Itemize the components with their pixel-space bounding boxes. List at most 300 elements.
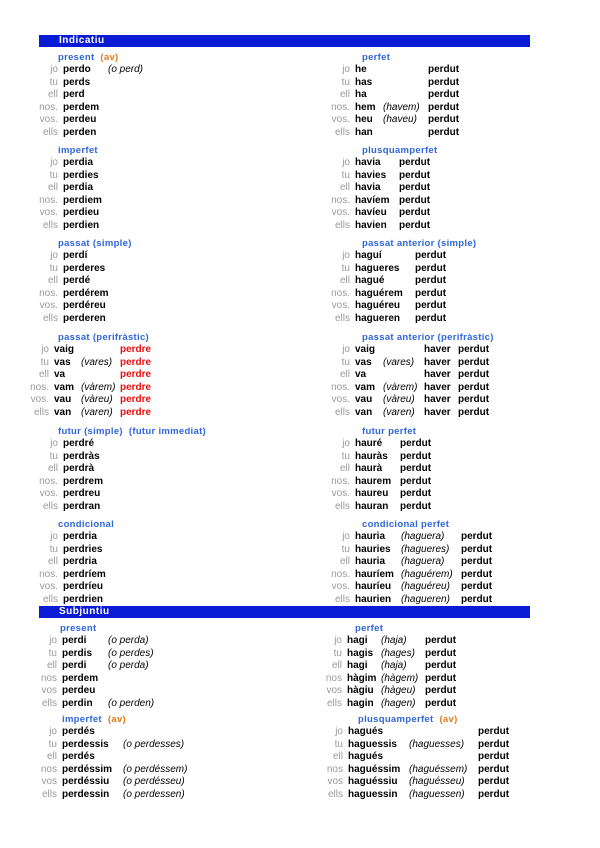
tense-title: perfet [355,623,384,634]
conjugation-row [300,382,600,395]
pronoun: ell [339,182,350,194]
conjugation-row [0,776,300,789]
pronoun: jo [50,438,58,449]
pronoun: nos. [30,381,49,393]
pronoun: nos [326,763,343,775]
conjugation-row [300,220,600,233]
verb-form: perdien [63,219,100,231]
pronoun: nos. [39,287,58,299]
conjugation-row [300,476,600,489]
participle: haver [424,356,451,368]
conjugation-row [0,275,300,288]
conjugation-row [0,407,300,420]
participle: perdut [458,406,490,418]
tense-block-ind-present [0,52,300,140]
section-title: Indicatiu [59,35,105,46]
conjugation-row [300,275,600,288]
participle: perdut [458,369,490,381]
pronoun: jo [49,726,57,737]
conjugation-row [0,451,300,464]
participle: perdut [425,697,457,709]
conjugation-row [0,102,300,115]
pronoun: jo [342,250,350,261]
variant-form: (o perda) [108,660,149,672]
tense-heading [268,714,568,726]
conjugation-row [300,344,600,357]
participle: perdut [425,672,457,684]
tense-heading [300,426,600,438]
conjugation-row [300,182,600,195]
participle: perdut [400,463,432,475]
conjugation-row [300,250,600,263]
pronoun: nos. [331,194,350,206]
conjugation-row [280,660,580,673]
conjugation-row [0,382,300,395]
participle: perdut [461,581,493,593]
pronoun: tu [341,450,350,462]
verb-form: vam [355,381,376,393]
conjugation-row [0,751,300,764]
conjugation-row [0,127,300,140]
pronoun: ell [332,751,343,763]
variant-form: (haguera) [401,531,445,542]
pronoun: ells [334,593,350,605]
verb-form: hauríem [355,568,394,580]
tense-block-subj-perfet [280,623,580,711]
tense-title: perfet [362,52,391,63]
conjugation-row [0,569,300,582]
verb-form: hauràs [355,450,388,462]
verb-form: vaig [355,344,376,355]
participle: perdut [428,114,460,126]
verb-form: perdeu [62,685,96,697]
participle: perdut [461,556,493,568]
conjugation-row [0,739,300,752]
variant-form: (varen) [383,406,415,418]
pronoun: ells [42,219,58,231]
verb-form: hauries [355,543,391,555]
pronoun: jo [50,157,58,168]
infinitive: perdre [120,369,152,381]
conjugation-row [300,556,600,569]
conjugation-row [300,581,600,594]
tense-block-ind-perfet [300,52,600,140]
tense-heading [0,238,300,250]
variant-form: (hagueren) [401,593,450,605]
verb-form: hagué [355,275,385,287]
conjugation-row [0,77,300,90]
variant-form: (haguessen) [409,788,465,800]
tense-heading [0,145,300,157]
pronoun: tu [334,738,343,750]
verb-form: perdia [63,157,94,168]
participle: perdut [425,660,457,672]
participle: perdut [478,776,510,788]
pronoun: jo [342,64,350,75]
variant-form: (haja) [381,660,407,672]
pronoun: vos. [30,394,49,406]
conjugation-row [0,207,300,220]
conjugation-row [0,476,300,489]
participle: perdut [399,207,431,219]
pronoun: jo [50,250,58,261]
verb-form: hàgiu [347,685,374,697]
pronoun: vos. [39,300,58,312]
pronoun: tu [341,262,350,274]
verb-form: vas [54,356,71,368]
participle: perdut [400,488,432,500]
conjugation-row [280,698,580,711]
pronoun: ells [42,126,58,138]
pronoun: ell [331,660,342,672]
pronoun: ells [41,697,57,709]
pronoun: ells [334,312,350,324]
pronoun: ell [339,369,350,381]
tense-heading [0,52,300,64]
participle: perdut [478,763,510,775]
participle: perdut [478,751,510,763]
verb-form: haguessin [348,788,398,800]
conjugation-row [300,300,600,313]
verb-form: perden [63,126,97,138]
conjugation-row [300,488,600,501]
verb-form: perdés [62,751,95,763]
conjugation-row [0,501,300,514]
participle: perdut [458,381,490,393]
verb-form: haurien [355,593,392,605]
pronoun: nos. [331,475,350,487]
verb-form: vaig [54,344,75,355]
conjugation-row [268,739,568,752]
conjugation-row [0,764,300,777]
tense-title: present [60,623,97,634]
conjugation-row [300,438,600,451]
verb-form: han [355,126,373,138]
verb-form: perdiem [63,194,102,206]
verb-form: heu [355,114,373,126]
tense-heading [0,714,300,726]
participle: perdut [428,126,460,138]
pronoun: ell [46,660,57,672]
pronoun: nos. [331,101,350,113]
participle: perdut [415,312,447,324]
verb-form: vau [355,394,373,406]
pronoun: jo [50,531,58,542]
conjugation-row [0,635,300,648]
pronoun: tu [333,647,342,659]
participle: perdut [425,635,457,646]
variant-form: (vàreu) [81,394,113,406]
tense-block-subj-plusquamperfet [268,714,568,802]
variant-form: (o perd) [108,64,144,75]
pronoun: ell [46,751,57,763]
verb-form: haguéssim [348,763,401,775]
participle: haver [424,381,451,393]
conjugation-row [0,263,300,276]
pronoun: tu [341,543,350,555]
participle: perdut [399,157,431,168]
verb-form: hagués [348,751,384,763]
verb-form: he [355,64,367,75]
participle: perdut [425,685,457,697]
variant-form: (haguéssem) [409,763,468,775]
pronoun: nos. [331,287,350,299]
tense-block-ind-passat-anterior-perif [300,332,600,420]
verb-form: perderen [63,312,106,324]
participle: perdut [428,64,460,75]
participle: perdut [461,531,493,542]
tense-heading [0,332,300,344]
conjugation-row [300,501,600,514]
verb-form: perdem [62,672,99,684]
conjugation-row [0,369,300,382]
pronoun: nos [40,672,57,684]
verb-form: perdieu [63,207,100,219]
conjugation-row [0,531,300,544]
participle: perdut [399,182,431,194]
variant-form: (o perdéssem) [123,763,188,775]
verb-form: hagi [347,635,368,646]
tense-note: (av) [100,52,119,63]
participle: perdut [458,394,490,406]
pronoun: nos. [39,194,58,206]
pronoun: ell [38,369,49,381]
verb-form: haguí [355,250,382,261]
tense-title: plusquamperfet [358,714,434,725]
variant-form: (o perdesses) [123,738,185,750]
pronoun: tu [48,738,57,750]
verb-form: perdràs [63,450,100,462]
variant-form: (o perden) [108,697,155,709]
pronoun: nos. [39,475,58,487]
verb-form: havies [355,169,387,181]
pronoun: ells [327,788,343,800]
variant-form: (o perdésseu) [123,776,185,788]
tense-title: condicional perfet [362,519,450,530]
conjugation-row [0,220,300,233]
verb-form: perdéreu [63,300,106,312]
variant-form: (hàgeu) [381,685,416,697]
verb-form: perdríeu [63,581,104,593]
variant-form: (hagen) [381,697,416,709]
variant-form: (vàrem) [81,381,116,393]
participle: perdut [415,287,447,299]
conjugation-row [0,698,300,711]
verb-form: perdrà [63,463,95,475]
verb-form: vau [54,394,72,406]
variant-form: (varen) [81,406,113,418]
pronoun: vos. [331,488,350,500]
verb-form: perderes [63,262,106,274]
pronoun: ells [334,219,350,231]
tense-heading [300,52,600,64]
conjugation-row [300,207,600,220]
verb-form: perdem [63,101,100,113]
tense-block-ind-passat-anterior [300,238,600,326]
conjugation-row [0,195,300,208]
verb-form: vas [355,356,372,368]
verb-form: has [355,76,373,88]
participle: perdut [400,438,432,449]
verb-form: va [54,369,66,381]
tense-title: passat anterior (perifràstic) [362,332,494,343]
conjugation-row [0,544,300,557]
verb-form: perdria [63,531,97,542]
conjugation-row [0,313,300,326]
participle: perdut [399,169,431,181]
conjugation-row [268,776,568,789]
pronoun: vos [326,685,342,697]
pronoun: ells [326,697,342,709]
variant-form: (o perdessen) [123,788,185,800]
verb-form: van [54,406,72,418]
conjugation-row [280,685,580,698]
conjugation-row [268,726,568,739]
verb-form: van [355,406,373,418]
conjugation-row [300,102,600,115]
verb-form: perdi [62,660,87,672]
infinitive: perdre [120,344,152,355]
tense-heading [300,145,600,157]
conjugation-row [300,451,600,464]
pronoun: tu [341,169,350,181]
conjugation-row [0,300,300,313]
tense-heading [300,238,600,250]
participle: haver [424,369,451,381]
pronoun: nos [325,672,342,684]
pronoun: ell [339,275,350,287]
pronoun: ells [334,406,350,418]
conjugation-row [280,648,580,661]
pronoun: vos. [39,488,58,500]
conjugation-row [0,250,300,263]
tense-block-ind-plusquamperfet [300,145,600,233]
pronoun: tu [40,356,49,368]
verb-form: perdi [62,635,87,646]
verb-form: perdia [63,182,94,194]
verb-form: perdries [63,543,103,555]
verb-form: perdessin [62,788,110,800]
participle: perdut [428,89,460,101]
variant-form: (hages) [381,647,415,659]
conjugation-row [300,114,600,127]
verb-form: perds [63,76,91,88]
conjugation-row [300,357,600,370]
pronoun: ell [339,556,350,568]
conjugation-row [280,635,580,648]
tense-title: present [58,52,95,63]
pronoun: jo [342,438,350,449]
conjugation-row [268,751,568,764]
tense-block-ind-condicional [0,519,300,607]
participle: perdut [461,593,493,605]
verb-form: perdérem [63,287,109,299]
conjugation-row [0,660,300,673]
pronoun: vos. [331,581,350,593]
participle: perdut [461,543,493,555]
conjugation-row [0,726,300,739]
pronoun: vos. [331,114,350,126]
verb-form: perdéssiu [62,776,110,788]
participle: haver [424,394,451,406]
pronoun: tu [341,356,350,368]
participle: perdut [458,356,490,368]
pronoun: tu [49,76,58,88]
conjugation-row [268,764,568,777]
verb-form: perdéssim [62,763,113,775]
participle: perdut [425,647,457,659]
tense-title-secondary: (futur immediat) [128,426,207,437]
verb-form: haguérem [355,287,403,299]
tense-block-ind-condicional-perfet [300,519,600,607]
verb-form: havíem [355,194,390,206]
verb-form: perdeu [63,114,97,126]
conjugation-row [280,673,580,686]
pronoun: tu [341,76,350,88]
conjugation-row [0,581,300,594]
conjugation-row [0,648,300,661]
conjugation-row [300,313,600,326]
tense-title: futur perfet [362,426,417,437]
pronoun: vos. [331,300,350,312]
tense-heading [300,332,600,344]
pronoun: tu [49,262,58,274]
pronoun: ell [47,463,58,475]
conjugation-row [300,64,600,77]
participle: perdut [400,450,432,462]
pronoun: ell [47,89,58,101]
pronoun: jo [342,531,350,542]
variant-form: (haguesses) [409,738,465,750]
verb-form: hagin [347,697,374,709]
verb-form: perd [63,89,85,101]
verb-form: perdin [62,697,93,709]
verb-form: perdríem [63,568,106,580]
participle: haver [424,344,451,355]
verb-form: perdés [62,726,95,737]
variant-form: (havem) [383,101,420,113]
pronoun: tu [49,169,58,181]
verb-form: perdies [63,169,99,181]
pronoun: tu [49,543,58,555]
conjugation-row [300,569,600,582]
infinitive: perdre [120,381,152,393]
conjugation-row [300,463,600,476]
conjugation-row [0,288,300,301]
pronoun: ell [47,182,58,194]
verb-form: havien [355,219,387,231]
conjugation-row [268,789,568,802]
verb-form: perdessis [62,738,109,750]
pronoun: vos [41,776,57,788]
verb-form: hagi [347,660,368,672]
pronoun: ells [41,788,57,800]
participle: haver [424,406,451,418]
tense-block-subj-imperfet [0,714,300,802]
tense-heading [0,426,300,438]
tense-title: passat anterior (simple) [362,238,477,249]
participle: perdut [400,475,432,487]
conjugation-row [0,89,300,102]
verb-form: hauria [355,531,386,542]
verb-form: haurà [355,463,383,475]
verb-form: hauria [355,556,386,568]
variant-form: (hagueres) [401,543,450,555]
variant-form: (o perda) [108,635,149,646]
conjugation-row [300,594,600,607]
conjugation-row [0,673,300,686]
pronoun: jo [342,344,350,355]
